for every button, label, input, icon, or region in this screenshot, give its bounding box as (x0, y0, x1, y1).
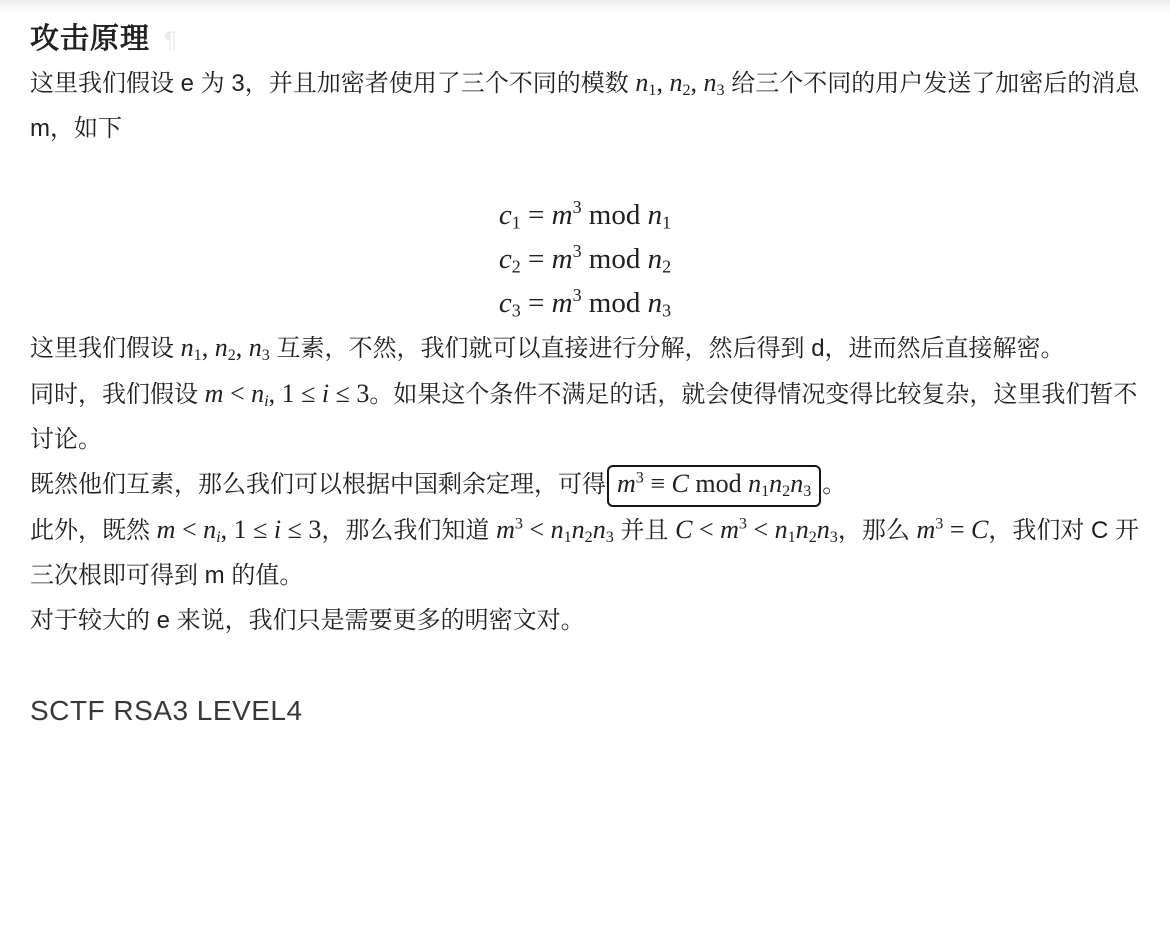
inline-math-m3-equals-c: $m^3 = C$ (916, 515, 989, 544)
inline-math-moduli: $n_1$, $n_2$, $n_3$ (180, 333, 270, 365)
inline-math-m3-bound: $m^3 < n_1n_2n_3$ (496, 515, 614, 547)
text-run: 这里我们假设 (30, 335, 181, 362)
equation-c1: $c_1 = m^3$ mod $n_1$ (498, 197, 672, 233)
inline-math-m-bound: $m < n_i$, 1 ≤ i ≤ 3 (204, 379, 370, 411)
text-run: 同时，我们假设 (30, 381, 205, 408)
inline-math-c-bound: $C < m^3 < n_1n_2n_3$ (675, 515, 838, 547)
inline-math-m-bound: $m < n_i$, 1 ≤ i ≤ 3 (156, 515, 322, 547)
text-run: 这里我们假设 e 为 3，并且加密者使用了三个不同的模数 (30, 70, 636, 97)
text-run: 给三个不同的用户发送了加密后的消息 m，如下 (30, 70, 1140, 142)
equation-c2: $c_2 = m^3$ mod $n_2$ (498, 241, 672, 277)
next-section-heading: SCTF RSA3 LEVEL4 (30, 695, 303, 726)
display-equations (30, 193, 1140, 325)
paragraph-m-bound-assumption (30, 371, 1140, 462)
text-run: 对于较大的 e 来说，我们只是需要更多的明密文对。 (30, 607, 585, 634)
text-run: ，那么 (837, 517, 917, 544)
text-run: 并且 (613, 517, 676, 544)
section-heading (30, 20, 1140, 60)
text-run: ，那么我们知道 (321, 517, 497, 544)
text-run: 既然他们互素，那么我们可以根据中国剩余定理，可得 (30, 471, 606, 498)
text-run: 此外，既然 (30, 517, 157, 544)
paragraph-assumption-e3 (30, 60, 1140, 151)
paragraph-coprime-assumption (30, 325, 1140, 371)
boxed-formula-crt: $m^3 \equiv C$ mod $n_1n_2n_3$ (607, 465, 821, 507)
paragraph-cube-root-conclusion (30, 507, 1140, 598)
text-run: 互素，不然，我们就可以直接进行分解，然后得到 d，进而然后直接解密。 (269, 335, 1065, 362)
equation-c3: $c_3 = m^3$ mod $n_3$ (498, 285, 672, 321)
paragraph-larger-e (30, 598, 1140, 643)
section-heading-text: 攻击原理 (30, 23, 151, 55)
text-run: 。 (822, 471, 847, 498)
paragraph-crt-result (30, 462, 1140, 507)
inline-math-moduli: $n_1$, $n_2$, $n_3$ (635, 68, 725, 100)
heading-permalink-anchor[interactable]: ¶ (164, 27, 178, 54)
text-run: 。如果这个条件不满足的话，就会使得情况变得比较复杂，这里我们暂不讨论。 (30, 381, 1138, 453)
text-run: ，我们对 C 开三次根即可得到 m 的值。 (30, 517, 1140, 589)
